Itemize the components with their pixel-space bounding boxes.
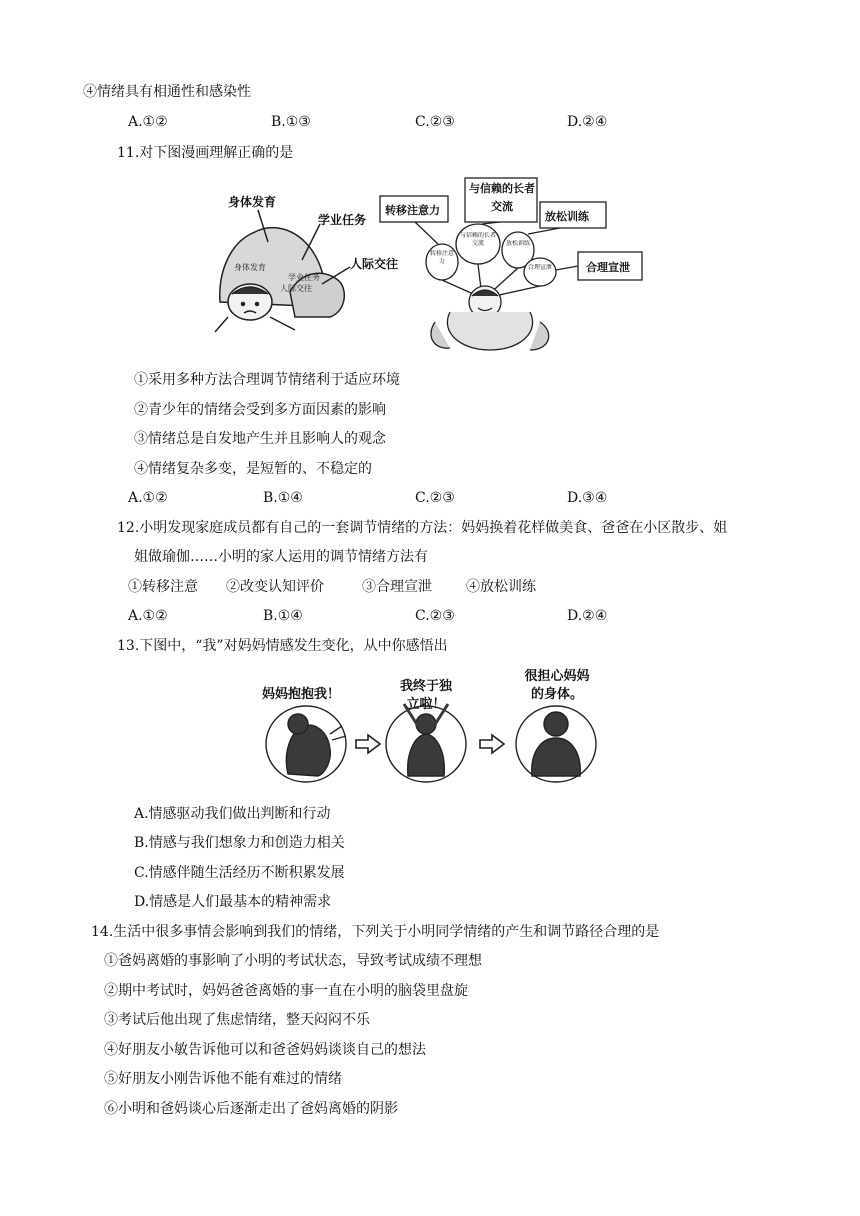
q11-option-b: B.①④ bbox=[263, 490, 303, 506]
q11-rock-text-2: 学业任务 bbox=[288, 273, 320, 282]
q11-option-a: A.①② bbox=[128, 490, 168, 506]
q11-box-shift-attention: 转移注意力 bbox=[385, 204, 440, 217]
q14-item-3: ③考试后他出现了焦虑情绪，整天闷闷不乐 bbox=[104, 1012, 370, 1028]
q13-stem: 13.下图中，“我”对妈妈情感发生变化，从中你感悟出 bbox=[117, 638, 448, 654]
q12-stem-line-2: 姐做瑜伽……小明的家人运用的调节情绪方法有 bbox=[134, 549, 428, 565]
q11-item-1: ①采用多种方法合理调节情绪利于适应环境 bbox=[134, 372, 400, 388]
q12-item-3: ③合理宣泄 bbox=[362, 579, 432, 595]
q11-box-talk-elder: 与信赖的长者交流 bbox=[469, 182, 535, 213]
q11-label-study: 学业任务 bbox=[318, 213, 367, 227]
q12-option-a: A.①② bbox=[128, 608, 168, 624]
q11-item-2: ②青少年的情绪会受到多方面因素的影响 bbox=[134, 402, 386, 418]
q11-option-d: D.③④ bbox=[567, 490, 608, 506]
q11-balloon-3: 放松训练 bbox=[505, 240, 530, 247]
q11-balloon-2: 与信赖的长者交流 bbox=[459, 232, 496, 247]
q11-label-body: 身体发育 bbox=[228, 195, 277, 209]
q12-item-1: ①转移注意 bbox=[128, 579, 198, 595]
q13-option-b: B.情感与我们想象力和创造力相关 bbox=[134, 835, 345, 851]
q11-item-4: ④情绪复杂多变，是短暂的、不稳定的 bbox=[134, 461, 372, 477]
q10-option-a: A.①② bbox=[128, 114, 168, 130]
q11-box-vent: 合理宣泄 bbox=[586, 261, 630, 274]
q10-option-d: D.②④ bbox=[567, 114, 608, 130]
q13-caption-3: 很担心妈妈的身体。 bbox=[524, 669, 590, 702]
q13-caption-1: 妈妈抱抱我！ bbox=[262, 687, 341, 702]
q14-item-6: ⑥小明和爸妈谈心后逐渐走出了爸妈离婚的阴影 bbox=[104, 1101, 398, 1117]
q11-item-3: ③情绪总是自发地产生并且影响人的观念 bbox=[134, 431, 386, 447]
q10-option-b: B.①③ bbox=[271, 114, 311, 130]
q12-item-4: ④放松训练 bbox=[466, 579, 536, 595]
q13-option-c: C.情感伴随生活经历不断积累发展 bbox=[134, 865, 345, 881]
q12-option-b: B.①④ bbox=[263, 608, 303, 624]
q12-option-d: D.②④ bbox=[567, 608, 608, 624]
q12-item-2: ②改变认知评价 bbox=[226, 579, 324, 595]
q14-item-1: ①爸妈离婚的事影响了小明的考试状态，导致考试成绩不理想 bbox=[104, 953, 482, 969]
q12-option-c: C.②③ bbox=[415, 608, 455, 624]
q11-stem: 11.对下图漫画理解正确的是 bbox=[117, 145, 294, 161]
q11-label-social: 人际交往 bbox=[350, 257, 399, 271]
q11-rock-text-1: 身体发育 bbox=[234, 263, 266, 272]
q10-option-c: C.②③ bbox=[415, 114, 455, 130]
q14-item-4: ④好朋友小敏告诉他可以和爸爸妈妈谈谈自己的想法 bbox=[104, 1042, 426, 1058]
q10-item-4: ④情绪具有相通性和感染性 bbox=[83, 84, 251, 100]
q11-cartoon bbox=[210, 172, 650, 354]
q11-rock-text-3: 人际交往 bbox=[280, 284, 312, 293]
q14-stem: 14.生活中很多事情会影响到我们的情绪，下列关于小明同学情绪的产生和调节路径合理的是 bbox=[91, 924, 660, 940]
q11-balloon-4: 合理宣泄 bbox=[528, 264, 552, 271]
q13-cartoon bbox=[258, 664, 608, 788]
q11-balloon-1: 转移注意力 bbox=[429, 250, 454, 265]
q13-caption-2: 我终于独立啦！ bbox=[399, 679, 452, 712]
q12-stem-line-1: 12.小明发现家庭成员都有自己的一套调节情绪的方法：妈妈换着花样做美食、爸爸在小区散步、姐 bbox=[117, 520, 728, 536]
q13-option-a: A.情感驱动我们做出判断和行动 bbox=[134, 806, 331, 822]
q14-item-5: ⑤好朋友小刚告诉他不能有难过的情绪 bbox=[104, 1071, 342, 1087]
q13-option-d: D.情感是人们最基本的精神需求 bbox=[134, 894, 332, 910]
q11-option-c: C.②③ bbox=[415, 490, 455, 506]
q14-item-2: ②期中考试时，妈妈爸爸离婚的事一直在小明的脑袋里盘旋 bbox=[104, 983, 468, 999]
q11-box-relax: 放松训练 bbox=[545, 210, 589, 223]
